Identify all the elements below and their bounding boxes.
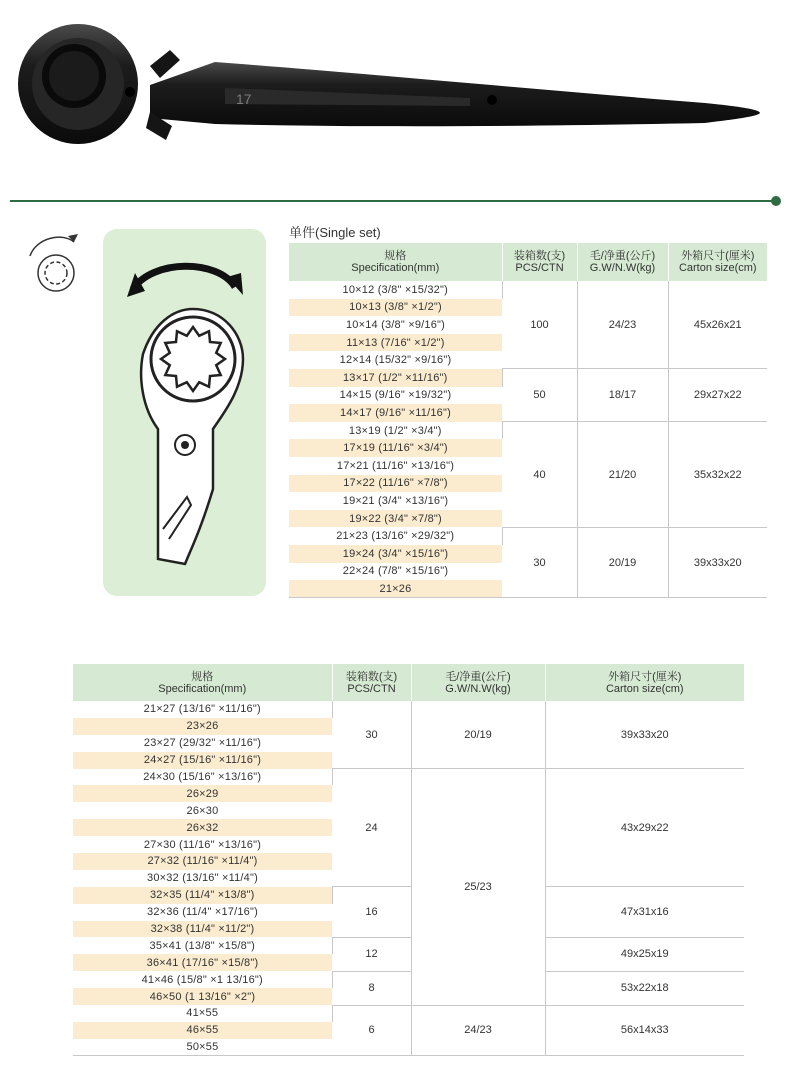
spec-cell: 41×46 (15/8" ×1 13/16") [73,971,332,988]
carton-cell: 53x22x18 [545,971,744,1005]
spec-cell: 46×55 [73,1022,332,1039]
section-title: 单件(Single set) [289,225,381,240]
pcs-cell: 16 [332,887,411,938]
spec-cell: 13×17 (1/2" ×11/16") [289,369,502,387]
spec-cell: 17×21 (11/16" ×13/16") [289,457,502,475]
table-row [289,369,767,387]
spec-cell: 27×30 (11/16" ×13/16") [73,836,332,853]
header-pcs-ctn: 装箱数(支) PCS/CTN [502,243,577,281]
carton-cell: 47x31x16 [545,887,744,938]
size-marking: 17 [236,91,252,107]
spec-cell: 19×24 (3/4" ×15/16") [289,545,502,563]
header-specification: 规格 Specification(mm) [289,243,502,281]
spec-cell: 46×50 (1 13/16" ×2") [73,988,332,1005]
spec-cell: 32×36 (11/4" ×17/16") [73,904,332,921]
pcs-cell: 40 [502,422,577,528]
spec-cell: 27×32 (11/16" ×11/4") [73,853,332,870]
pcs-cell: 50 [502,369,577,422]
header-carton-size: 外箱尺寸(厘米) Carton size(cm) [668,243,767,281]
ratchet-diagram-panel [103,229,266,596]
table-row [289,281,767,299]
spec-cell: 10×14 (3/8" ×9/16") [289,316,502,334]
table-row [73,769,744,786]
spec-cell: 23×27 (29/32" ×11/16") [73,735,332,752]
spec-cell: 36×41 (17/16" ×15/8") [73,954,332,971]
table-row [73,887,744,904]
spec-cell: 35×41 (13/8" ×15/8") [73,937,332,954]
table-row [73,701,744,718]
header-pcs-ctn: 装箱数(支) PCS/CTN [332,664,411,701]
spec-cell: 21×27 (13/16" ×11/16") [73,701,332,718]
pcs-cell: 8 [332,971,411,1005]
carton-cell: 49x25x19 [545,937,744,971]
spec-cell: 41×55 [73,1005,332,1022]
spec-cell: 24×30 (15/16" ×13/16") [73,769,332,786]
ratchet-head-diagram [103,229,266,596]
spec-cell: 11×13 (7/16" ×1/2") [289,334,502,352]
spec-cell: 14×17 (9/16" ×11/16") [289,404,502,422]
spec-cell: 24×27 (15/16" ×11/16") [73,752,332,769]
pcs-cell: 6 [332,1005,411,1056]
spec-cell: 17×22 (11/16" ×7/8") [289,475,502,493]
table-row [73,937,744,954]
spec-cell: 22×24 (7/8" ×15/16") [289,563,502,581]
weight-cell: 24/23 [411,1005,545,1056]
spec-cell: 10×13 (3/8" ×1/2") [289,299,502,317]
divider-dot [771,196,781,206]
spec-cell: 30×32 (13/16" ×11/4") [73,870,332,887]
pcs-cell: 30 [332,701,411,769]
table-row [73,1005,744,1022]
spec-cell: 19×22 (3/4" ×7/8") [289,510,502,528]
spec-cell: 26×32 [73,819,332,836]
pcs-cell: 100 [502,281,577,369]
spec-cell: 26×29 [73,785,332,802]
carton-cell: 45x26x21 [668,281,767,369]
section-divider [10,200,776,202]
spec-cell: 19×21 (3/4" ×13/16") [289,492,502,510]
ratchet-rotation-icon [22,228,82,298]
table-header-row [73,664,744,701]
carton-cell: 43x29x22 [545,769,744,887]
pcs-cell: 30 [502,527,577,597]
carton-cell: 35x32x22 [668,422,767,528]
spec-cell: 32×38 (11/4" ×11/2") [73,921,332,938]
spec-cell: 50×55 [73,1039,332,1056]
weight-cell: 20/19 [411,701,545,769]
weight-cell: 20/19 [577,527,668,597]
spec-cell: 12×14 (15/32" ×9/16") [289,351,502,369]
carton-cell: 39x33x20 [668,527,767,597]
table-header-row [289,243,767,281]
weight-cell: 21/20 [577,422,668,528]
spec-cell: 17×19 (11/16" ×3/4") [289,439,502,457]
pcs-cell: 24 [332,769,411,887]
weight-cell: 24/23 [577,281,668,369]
carton-cell: 29x27x22 [668,369,767,422]
single-set-spec-table [289,243,767,598]
weight-cell: 18/17 [577,369,668,422]
spec-cell: 26×30 [73,802,332,819]
spec-cell: 23×26 [73,718,332,735]
header-weight: 毛/净重(公斤) G.W/N.W(kg) [411,664,545,701]
header-specification: 规格 Specification(mm) [73,664,332,701]
spec-cell: 32×35 (11/4" ×13/8") [73,887,332,904]
spec-cell: 10×12 (3/8" ×15/32") [289,281,502,299]
table-row [289,422,767,440]
spec-table-large [73,664,744,1056]
carton-cell: 56x14x33 [545,1005,744,1056]
pcs-cell: 12 [332,937,411,971]
carton-cell: 39x33x20 [545,701,744,769]
spec-cell: 13×19 (1/2" ×3/4") [289,422,502,440]
table-row [73,971,744,988]
spec-cell: 21×26 [289,580,502,598]
table-row [289,527,767,545]
header-carton-size: 外箱尺寸(厘米) Carton size(cm) [545,664,744,701]
weight-cell: 25/23 [411,769,545,1005]
spec-cell: 21×23 (13/16" ×29/32") [289,527,502,545]
ratchet-wrench-image [0,0,800,170]
header-weight: 毛/净重(公斤) G.W/N.W(kg) [577,243,668,281]
spec-cell: 14×15 (9/16" ×19/32") [289,387,502,405]
